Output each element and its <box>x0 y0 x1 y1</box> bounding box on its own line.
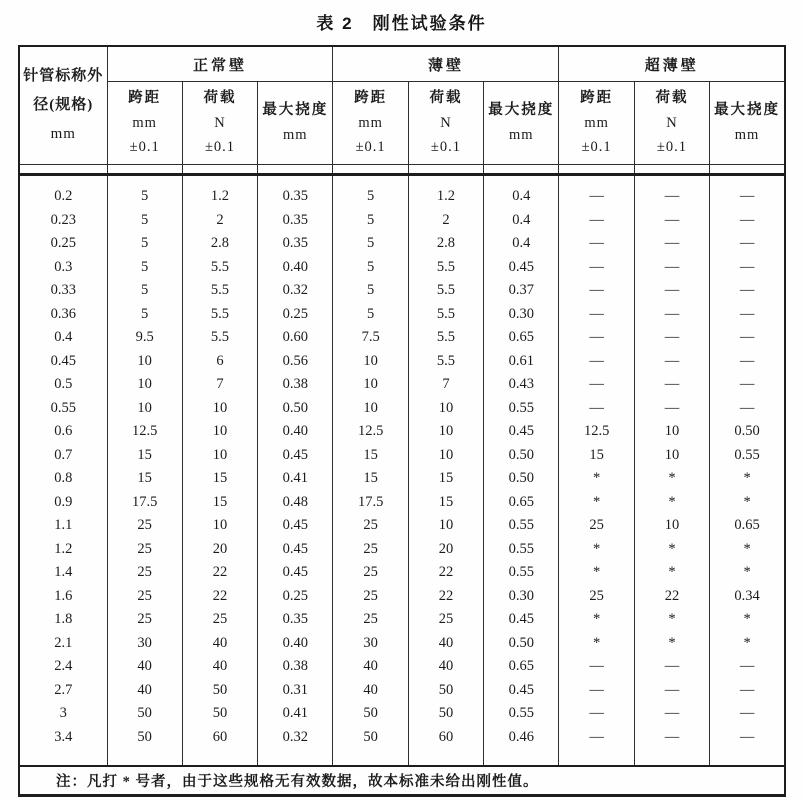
spec-cell: 2.1 <box>19 632 107 656</box>
table-body <box>19 175 785 767</box>
col-header-span-thin: 跨距 mm ±0.1 <box>333 82 408 165</box>
value-cell: — <box>634 256 709 280</box>
value-cell: 25 <box>107 608 182 632</box>
value-cell: — <box>559 679 634 703</box>
value-cell: 60 <box>182 726 257 750</box>
table-row <box>19 303 785 327</box>
value-cell: — <box>634 303 709 327</box>
spec-cell: 3 <box>19 702 107 726</box>
value-cell: 12.5 <box>107 420 182 444</box>
value-cell: 0.65 <box>484 326 559 350</box>
col-header-deflection-thin: 最大挠度 mm <box>484 82 559 165</box>
value-cell: * <box>634 561 709 585</box>
value-cell: 25 <box>107 561 182 585</box>
body-bottom-spacer <box>19 749 785 766</box>
table-row <box>19 185 785 209</box>
value-cell: 0.4 <box>484 209 559 233</box>
value-cell: 0.45 <box>484 608 559 632</box>
value-cell: — <box>710 702 785 726</box>
value-cell: 10 <box>408 444 483 468</box>
value-cell: 5 <box>107 232 182 256</box>
value-cell: — <box>710 655 785 679</box>
spec-cell: 0.2 <box>19 185 107 209</box>
group-header-row <box>19 46 785 82</box>
value-cell: * <box>559 467 634 491</box>
table-row <box>19 256 785 280</box>
spec-cell: 0.9 <box>19 491 107 515</box>
value-cell: — <box>710 326 785 350</box>
value-cell: 0.4 <box>484 185 559 209</box>
value-cell: — <box>634 726 709 750</box>
value-cell: 22 <box>408 561 483 585</box>
value-cell: 0.56 <box>258 350 333 374</box>
value-cell: 5 <box>107 209 182 233</box>
value-cell: 5 <box>333 209 408 233</box>
value-cell: 0.55 <box>484 702 559 726</box>
spec-cell: 3.4 <box>19 726 107 750</box>
corner-header-line2: 径(规格) <box>33 96 94 113</box>
value-cell: 2 <box>408 209 483 233</box>
value-cell: 10 <box>107 373 182 397</box>
value-cell: 5 <box>107 303 182 327</box>
value-cell: 10 <box>408 420 483 444</box>
value-cell: 22 <box>182 585 257 609</box>
value-cell: 5.5 <box>182 256 257 280</box>
value-cell: — <box>634 655 709 679</box>
value-cell: 25 <box>107 538 182 562</box>
value-cell: — <box>710 232 785 256</box>
value-cell: 0.30 <box>484 585 559 609</box>
value-cell: 15 <box>182 491 257 515</box>
value-cell: 10 <box>634 514 709 538</box>
table-row <box>19 726 785 750</box>
value-cell: 5.5 <box>408 350 483 374</box>
value-cell: 0.45 <box>484 420 559 444</box>
value-cell: 50 <box>333 726 408 750</box>
value-cell: — <box>634 702 709 726</box>
table-row <box>19 514 785 538</box>
spec-cell: 0.8 <box>19 467 107 491</box>
value-cell: * <box>710 632 785 656</box>
value-cell: 2 <box>182 209 257 233</box>
value-cell: 25 <box>408 608 483 632</box>
value-cell: 2.8 <box>182 232 257 256</box>
value-cell: 0.50 <box>710 420 785 444</box>
value-cell: 0.40 <box>258 256 333 280</box>
table-row <box>19 444 785 468</box>
value-cell: 0.45 <box>484 256 559 280</box>
value-cell: 30 <box>333 632 408 656</box>
value-cell: * <box>710 608 785 632</box>
table-row <box>19 491 785 515</box>
value-cell: — <box>559 326 634 350</box>
spec-cell: 2.4 <box>19 655 107 679</box>
corner-header-unit: mm <box>50 126 76 143</box>
value-cell: 0.55 <box>484 514 559 538</box>
table-row <box>19 702 785 726</box>
value-cell: — <box>559 726 634 750</box>
table-row <box>19 397 785 421</box>
rigidity-test-conditions-table <box>18 45 786 797</box>
value-cell: — <box>559 209 634 233</box>
value-cell: 10 <box>634 420 709 444</box>
value-cell: * <box>559 632 634 656</box>
value-cell: 10 <box>182 420 257 444</box>
value-cell: 0.34 <box>710 585 785 609</box>
value-cell: — <box>559 279 634 303</box>
value-cell: — <box>634 326 709 350</box>
value-cell: 0.38 <box>258 373 333 397</box>
value-cell: 12.5 <box>333 420 408 444</box>
value-cell: — <box>559 655 634 679</box>
table-row <box>19 538 785 562</box>
table-note: 注：凡打 * 号者，由于这些规格无有效数据，故本标准未给出刚性值。 <box>19 766 785 796</box>
value-cell: — <box>710 185 785 209</box>
value-cell: 50 <box>107 702 182 726</box>
value-cell: 10 <box>333 373 408 397</box>
spec-cell: 1.8 <box>19 608 107 632</box>
value-cell: 15 <box>333 467 408 491</box>
value-cell: 5 <box>333 256 408 280</box>
value-cell: 17.5 <box>333 491 408 515</box>
table-row <box>19 467 785 491</box>
value-cell: 25 <box>333 585 408 609</box>
value-cell: 0.55 <box>484 397 559 421</box>
value-cell: 15 <box>408 467 483 491</box>
value-cell: 5 <box>107 279 182 303</box>
spec-cell: 0.4 <box>19 326 107 350</box>
value-cell: 15 <box>333 444 408 468</box>
value-cell: 5.5 <box>408 279 483 303</box>
spec-cell: 0.36 <box>19 303 107 327</box>
value-cell: 0.37 <box>484 279 559 303</box>
value-cell: — <box>710 303 785 327</box>
spec-cell: 2.7 <box>19 679 107 703</box>
value-cell: * <box>634 491 709 515</box>
value-cell: 50 <box>107 726 182 750</box>
value-cell: — <box>710 679 785 703</box>
note-row <box>19 766 785 796</box>
spec-cell: 1.2 <box>19 538 107 562</box>
value-cell: 0.45 <box>258 444 333 468</box>
col-header-span-ultrathin: 跨距 mm ±0.1 <box>559 82 634 165</box>
spec-cell: 1.4 <box>19 561 107 585</box>
value-cell: 0.45 <box>258 514 333 538</box>
value-cell: 40 <box>333 655 408 679</box>
value-cell: 0.55 <box>484 561 559 585</box>
spec-cell: 0.5 <box>19 373 107 397</box>
value-cell: 7 <box>408 373 483 397</box>
value-cell: 20 <box>408 538 483 562</box>
table-row <box>19 350 785 374</box>
value-cell: — <box>634 397 709 421</box>
value-cell: 25 <box>333 561 408 585</box>
value-cell: — <box>634 185 709 209</box>
value-cell: 2.8 <box>408 232 483 256</box>
value-cell: — <box>559 256 634 280</box>
column-header-row <box>19 82 785 165</box>
value-cell: 0.40 <box>258 420 333 444</box>
value-cell: * <box>634 538 709 562</box>
value-cell: 10 <box>634 444 709 468</box>
value-cell: — <box>710 397 785 421</box>
value-cell: 15 <box>107 467 182 491</box>
value-cell: 17.5 <box>107 491 182 515</box>
value-cell: 40 <box>408 655 483 679</box>
value-cell: — <box>559 397 634 421</box>
value-cell: 50 <box>182 702 257 726</box>
value-cell: 0.40 <box>258 632 333 656</box>
value-cell: 10 <box>182 444 257 468</box>
value-cell: 22 <box>182 561 257 585</box>
value-cell: 22 <box>408 585 483 609</box>
value-cell: 0.50 <box>258 397 333 421</box>
table-title: 表 2 刚性试验条件 <box>316 14 487 33</box>
value-cell: 0.35 <box>258 185 333 209</box>
value-cell: 25 <box>333 514 408 538</box>
value-cell: 15 <box>182 467 257 491</box>
value-cell: 0.65 <box>710 514 785 538</box>
value-cell: — <box>710 726 785 750</box>
value-cell: * <box>559 538 634 562</box>
value-cell: 15 <box>107 444 182 468</box>
table-row <box>19 585 785 609</box>
value-cell: 0.25 <box>258 585 333 609</box>
value-cell: * <box>710 538 785 562</box>
col-header-load-normal: 荷载 N ±0.1 <box>182 82 257 165</box>
value-cell: * <box>559 491 634 515</box>
value-cell: 1.2 <box>408 185 483 209</box>
value-cell: 10 <box>333 397 408 421</box>
value-cell: 0.38 <box>258 655 333 679</box>
value-cell: 0.46 <box>484 726 559 750</box>
value-cell: 0.25 <box>258 303 333 327</box>
value-cell: 6 <box>182 350 257 374</box>
value-cell: 5.5 <box>182 303 257 327</box>
value-cell: 0.50 <box>484 467 559 491</box>
header-body-divider <box>19 165 785 175</box>
table-row <box>19 279 785 303</box>
value-cell: * <box>634 608 709 632</box>
value-cell: 0.55 <box>484 538 559 562</box>
value-cell: — <box>559 350 634 374</box>
value-cell: 0.32 <box>258 279 333 303</box>
value-cell: 0.61 <box>484 350 559 374</box>
col-header-load-thin: 荷载 N ±0.1 <box>408 82 483 165</box>
spec-cell: 0.25 <box>19 232 107 256</box>
value-cell: 7.5 <box>333 326 408 350</box>
spec-cell: 0.7 <box>19 444 107 468</box>
value-cell: 10 <box>182 514 257 538</box>
value-cell: 0.50 <box>484 632 559 656</box>
value-cell: 7 <box>182 373 257 397</box>
value-cell: * <box>634 467 709 491</box>
col-header-load-ultrathin: 荷载 N ±0.1 <box>634 82 709 165</box>
value-cell: 40 <box>107 679 182 703</box>
value-cell: 0.65 <box>484 655 559 679</box>
value-cell: 40 <box>182 655 257 679</box>
value-cell: 40 <box>182 632 257 656</box>
spec-cell: 0.23 <box>19 209 107 233</box>
value-cell: 15 <box>408 491 483 515</box>
group-header-ultrathin-wall: 超薄壁 <box>559 46 785 82</box>
value-cell: 0.35 <box>258 608 333 632</box>
value-cell: 10 <box>408 397 483 421</box>
value-cell: 0.45 <box>258 538 333 562</box>
corner-header-line1: 针管标称外 <box>23 67 104 84</box>
value-cell: 0.31 <box>258 679 333 703</box>
value-cell: 10 <box>182 397 257 421</box>
spec-cell: 0.33 <box>19 279 107 303</box>
table-row <box>19 655 785 679</box>
spec-cell: 1.1 <box>19 514 107 538</box>
value-cell: 5 <box>107 256 182 280</box>
value-cell: 0.50 <box>484 444 559 468</box>
value-cell: 22 <box>634 585 709 609</box>
value-cell: 1.2 <box>182 185 257 209</box>
table-row <box>19 561 785 585</box>
group-header-thin-wall: 薄壁 <box>333 46 559 82</box>
table-row <box>19 209 785 233</box>
value-cell: 0.35 <box>258 209 333 233</box>
value-cell: 5 <box>107 185 182 209</box>
value-cell: 25 <box>182 608 257 632</box>
value-cell: — <box>634 679 709 703</box>
value-cell: 5 <box>333 185 408 209</box>
table-row <box>19 326 785 350</box>
value-cell: 0.4 <box>484 232 559 256</box>
value-cell: — <box>710 373 785 397</box>
spec-cell: 0.3 <box>19 256 107 280</box>
value-cell: 25 <box>333 538 408 562</box>
value-cell: — <box>634 232 709 256</box>
value-cell: 0.60 <box>258 326 333 350</box>
value-cell: — <box>710 279 785 303</box>
value-cell: 0.41 <box>258 702 333 726</box>
value-cell: 5.5 <box>408 256 483 280</box>
value-cell: 5 <box>333 232 408 256</box>
value-cell: 0.55 <box>710 444 785 468</box>
value-cell: 30 <box>107 632 182 656</box>
body-top-spacer <box>19 175 785 186</box>
value-cell: — <box>634 209 709 233</box>
value-cell: — <box>634 279 709 303</box>
value-cell: 20 <box>182 538 257 562</box>
value-cell: 25 <box>107 585 182 609</box>
value-cell: 0.41 <box>258 467 333 491</box>
value-cell: — <box>559 185 634 209</box>
value-cell: * <box>710 467 785 491</box>
value-cell: 10 <box>107 350 182 374</box>
col-header-span-normal: 跨距 mm ±0.1 <box>107 82 182 165</box>
value-cell: 10 <box>408 514 483 538</box>
value-cell: 5 <box>333 303 408 327</box>
value-cell: 5.5 <box>408 303 483 327</box>
value-cell: — <box>559 702 634 726</box>
value-cell: 0.35 <box>258 232 333 256</box>
value-cell: 25 <box>559 514 634 538</box>
spec-cell: 0.45 <box>19 350 107 374</box>
value-cell: * <box>710 491 785 515</box>
table-row <box>19 420 785 444</box>
value-cell: 50 <box>408 679 483 703</box>
value-cell: 50 <box>333 702 408 726</box>
value-cell: — <box>634 350 709 374</box>
value-cell: 0.30 <box>484 303 559 327</box>
value-cell: 50 <box>182 679 257 703</box>
spec-cell: 0.55 <box>19 397 107 421</box>
value-cell: 0.43 <box>484 373 559 397</box>
value-cell: 10 <box>107 397 182 421</box>
value-cell: — <box>710 209 785 233</box>
value-cell: — <box>710 350 785 374</box>
table-row <box>19 373 785 397</box>
value-cell: 5.5 <box>408 326 483 350</box>
table-row <box>19 679 785 703</box>
value-cell: — <box>559 303 634 327</box>
value-cell: 10 <box>333 350 408 374</box>
value-cell: * <box>634 632 709 656</box>
table-row <box>19 608 785 632</box>
value-cell: 0.65 <box>484 491 559 515</box>
value-cell: 40 <box>408 632 483 656</box>
value-cell: 0.45 <box>258 561 333 585</box>
value-cell: 40 <box>107 655 182 679</box>
value-cell: 40 <box>333 679 408 703</box>
value-cell: 0.45 <box>484 679 559 703</box>
col-header-deflection-normal: 最大挠度 mm <box>258 82 333 165</box>
value-cell: — <box>559 232 634 256</box>
group-header-normal-wall: 正常壁 <box>107 46 333 82</box>
value-cell: * <box>559 608 634 632</box>
value-cell: 0.48 <box>258 491 333 515</box>
table-row <box>19 232 785 256</box>
value-cell: 5.5 <box>182 279 257 303</box>
col-header-deflection-ultrathin: 最大挠度 mm <box>710 82 785 165</box>
value-cell: 25 <box>107 514 182 538</box>
spec-cell: 0.6 <box>19 420 107 444</box>
spec-cell: 1.6 <box>19 585 107 609</box>
value-cell: — <box>710 256 785 280</box>
value-cell: 15 <box>559 444 634 468</box>
value-cell: 12.5 <box>559 420 634 444</box>
value-cell: 5 <box>333 279 408 303</box>
value-cell: 5.5 <box>182 326 257 350</box>
value-cell: — <box>634 373 709 397</box>
value-cell: 50 <box>408 702 483 726</box>
value-cell: — <box>559 373 634 397</box>
corner-header-spec <box>19 46 107 165</box>
value-cell: 25 <box>333 608 408 632</box>
value-cell: 60 <box>408 726 483 750</box>
value-cell: 25 <box>559 585 634 609</box>
value-cell: 9.5 <box>107 326 182 350</box>
value-cell: * <box>559 561 634 585</box>
table-row <box>19 632 785 656</box>
value-cell: * <box>710 561 785 585</box>
value-cell: 0.32 <box>258 726 333 750</box>
